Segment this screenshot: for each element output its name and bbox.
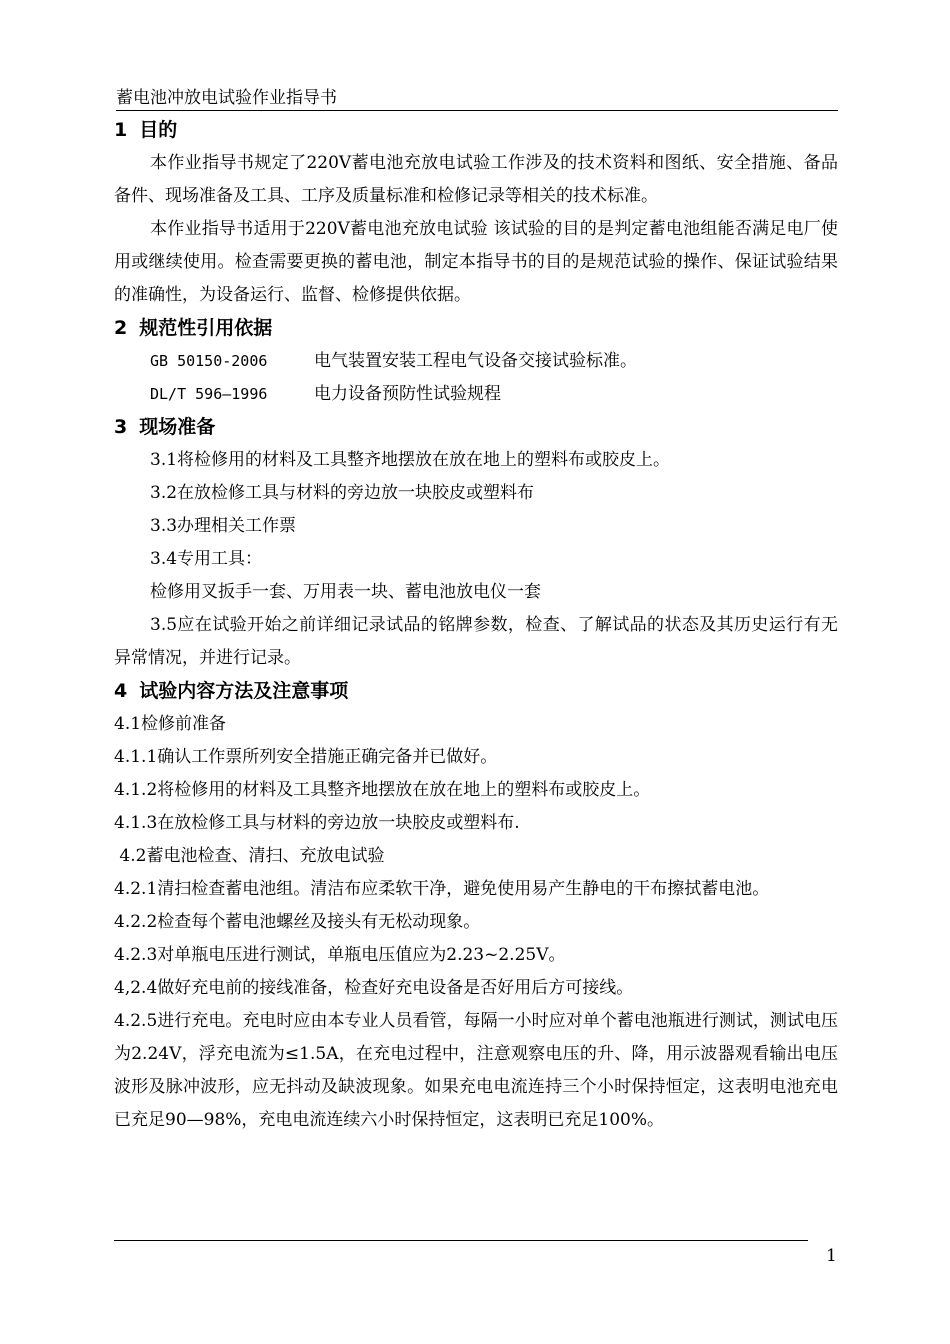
list-item: 4.1.3在放检修工具与材料的旁边放一块胶皮或塑料布. bbox=[114, 813, 520, 833]
list-item: 4.1.1确认工作票所列安全措施正确完备并已做好。 bbox=[114, 747, 498, 767]
reference-item bbox=[114, 378, 838, 411]
page-number: 1 bbox=[826, 1246, 837, 1266]
section-title: 目的 bbox=[139, 119, 178, 141]
list-item: 3.1将检修用的材料及工具整齐地摆放在放在地上的塑料布或胶皮上。 bbox=[150, 450, 671, 470]
section-title: 现场准备 bbox=[139, 416, 216, 438]
list-item: 3.3办理相关工作票 bbox=[150, 516, 297, 536]
list-item: 3.4专用工具： bbox=[150, 549, 263, 569]
list-item: 4.2.5进行充电。充电时应由本专业人员看管，每隔一小时应对单个蓄电池瓶进行测试，测试电压为2.24V，浮充电流为≤1.5A，在充电过程中，注意观察电压的升、降，用示波器观看输出电压波形及脉冲波形，应无抖动及缺波现象。如果充电电流连持三个小时保持恒定，这表明电池充电已充足90—98%，充电电流连续六小时保持恒定，这表明已充足100%。 bbox=[114, 1011, 838, 1130]
standard-code: DL/T 596—1996 bbox=[150, 385, 268, 403]
list-item: 4.2蓄电池检查、清扫、充放电试验 bbox=[114, 846, 385, 866]
section-number: 2 bbox=[114, 317, 128, 339]
list-item: 4.2.2检查每个蓄电池螺丝及接头有无松动现象。 bbox=[114, 912, 481, 932]
list-item: 4.2.1清扫检查蓄电池组。清洁布应柔软干净，避免使用易产生静电的干布擦拭蓄电池。 bbox=[114, 879, 770, 899]
list-item: 3.5应在试验开始之前详细记录试品的铭牌参数，检查、了解试品的状态及其历史运行有无异常情况，并进行记录。 bbox=[114, 615, 838, 668]
list-item: 4.2.3对单瓶电压进行测试，单瓶电压值应为2.23~2.25V。 bbox=[114, 945, 566, 965]
standard-title: 电力设备预防性试验规程 bbox=[314, 384, 501, 404]
section-number: 3 bbox=[114, 416, 128, 438]
document-body bbox=[114, 114, 838, 1137]
list-item: 4.1检修前准备 bbox=[114, 714, 227, 734]
section-2-heading bbox=[114, 312, 838, 345]
paragraph: 本作业指导书适用于220V蓄电池充放电试验 该试验的目的是判定蓄电池组能否满足电厂使用或继续使用。检查需要更换的蓄电池，制定本指导书的目的是规范试验的操作、保证试验结果的准确性，为设备运行、监督、检修提供依据。 bbox=[114, 219, 838, 305]
list-item: 4,2.4做好充电前的接线准备，检查好充电设备是否好用后方可接线。 bbox=[114, 978, 634, 998]
list-item: 3.2在放检修工具与材料的旁边放一块胶皮或塑料布 bbox=[150, 483, 535, 503]
section-3-heading bbox=[114, 411, 838, 444]
section-4-heading bbox=[114, 675, 838, 708]
section-number: 1 bbox=[114, 119, 128, 141]
list-item: 4.1.2将检修用的材料及工具整齐地摆放在放在地上的塑料布或胶皮上。 bbox=[114, 780, 651, 800]
reference-item bbox=[114, 345, 838, 378]
page-header: 蓄电池冲放电试验作业指导书 bbox=[116, 86, 838, 111]
standard-code: GB 50150-2006 bbox=[150, 352, 268, 370]
section-title: 规范性引用依据 bbox=[139, 317, 273, 339]
list-item: 检修用叉扳手一套、万用表一块、蓄电池放电仪一套 bbox=[150, 582, 541, 602]
footer-divider bbox=[114, 1240, 808, 1241]
section-title: 试验内容方法及注意事项 bbox=[139, 680, 349, 702]
standard-title: 电气装置安装工程电气设备交接试验标准。 bbox=[314, 351, 637, 371]
section-number: 4 bbox=[114, 680, 128, 702]
paragraph: 本作业指导书规定了220V蓄电池充放电试验工作涉及的技术资料和图纸、安全措施、备品备件、现场准备及工具、工序及质量标准和检修记录等相关的技术标准。 bbox=[114, 153, 838, 206]
section-1-heading bbox=[114, 114, 838, 147]
